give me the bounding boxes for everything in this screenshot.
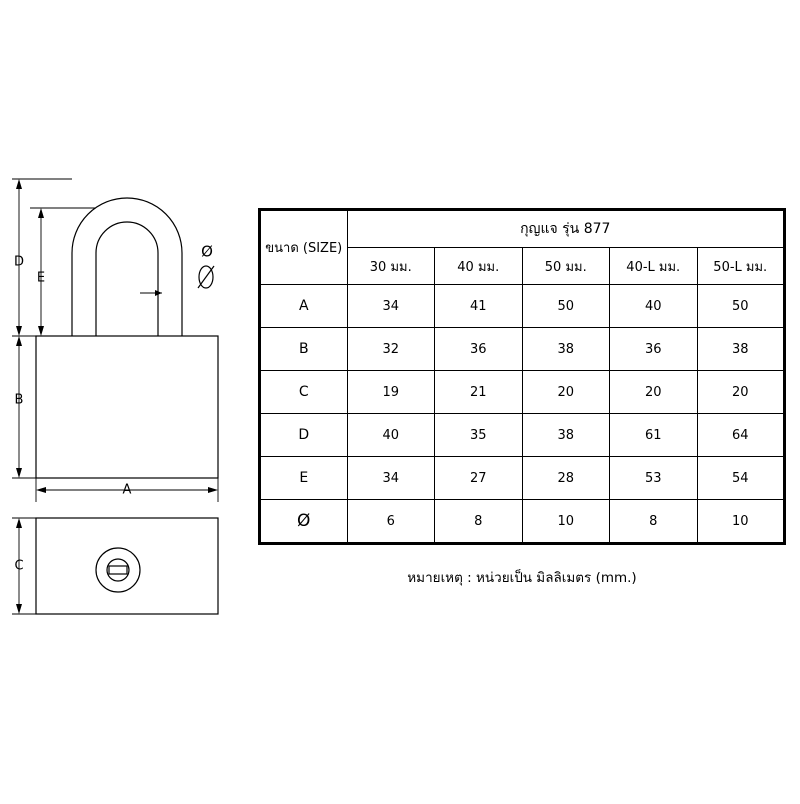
- cell-dia-40: 8: [435, 500, 523, 544]
- padlock-body-front: [36, 336, 218, 478]
- column-header-40mm: 40 มม.: [435, 248, 523, 285]
- cell-b-50: 38: [522, 328, 610, 371]
- cell-c-50l: 20: [697, 371, 785, 414]
- cell-a-30: 34: [347, 285, 435, 328]
- table-row: [260, 328, 785, 371]
- size-header-cell: ขนาด (SIZE): [260, 210, 348, 285]
- shackle-outer: [72, 198, 182, 336]
- cell-dia-40l: 8: [610, 500, 698, 544]
- dim-label-b: B: [14, 392, 24, 408]
- cell-d-40l: 61: [610, 414, 698, 457]
- cell-c-40: 21: [435, 371, 523, 414]
- cell-a-40: 41: [435, 285, 523, 328]
- table-title-cell: กุญแจ รุ่น 877: [347, 210, 785, 248]
- dim-label-e: E: [36, 270, 46, 286]
- cell-e-50: 28: [522, 457, 610, 500]
- cell-a-50: 50: [522, 285, 610, 328]
- column-header-50l-mm: 50-L มม.: [697, 248, 785, 285]
- row-label-c: C: [260, 371, 348, 414]
- cell-e-50l: 54: [697, 457, 785, 500]
- table-row: [260, 285, 785, 328]
- row-label-d: D: [260, 414, 348, 457]
- cell-c-30: 19: [347, 371, 435, 414]
- units-note: หมายเหตุ : หน่วยเป็น มิลลิเมตร (mm.): [407, 570, 637, 586]
- table-row: [260, 457, 785, 500]
- specification-table: [258, 208, 786, 545]
- table-row: [260, 500, 785, 544]
- row-label-b: B: [260, 328, 348, 371]
- cell-b-50l: 38: [697, 328, 785, 371]
- dim-label-diameter: Ø: [201, 242, 213, 261]
- keyhole-slot: [109, 566, 127, 574]
- keyhole-outer-circle: [96, 548, 140, 592]
- table-title-row: [260, 210, 785, 248]
- cell-a-50l: 50: [697, 285, 785, 328]
- cell-c-50: 20: [522, 371, 610, 414]
- column-header-30mm: 30 มม.: [347, 248, 435, 285]
- table-row: [260, 371, 785, 414]
- column-header-40l-mm: 40-L มม.: [610, 248, 698, 285]
- cell-dia-30: 6: [347, 500, 435, 544]
- specification-table-container: [258, 208, 786, 545]
- cell-e-40: 27: [435, 457, 523, 500]
- cell-dia-50: 10: [522, 500, 610, 544]
- row-label-a: A: [260, 285, 348, 328]
- padlock-dimension-drawing: [0, 0, 250, 800]
- cell-d-40: 35: [435, 414, 523, 457]
- dim-label-a: A: [122, 482, 132, 498]
- column-header-50mm: 50 มม.: [522, 248, 610, 285]
- cell-d-30: 40: [347, 414, 435, 457]
- table-row: [260, 414, 785, 457]
- cell-c-40l: 20: [610, 371, 698, 414]
- cell-d-50l: 64: [697, 414, 785, 457]
- cell-a-40l: 40: [610, 285, 698, 328]
- cell-b-40l: 36: [610, 328, 698, 371]
- dim-label-c: C: [14, 558, 24, 574]
- padlock-drawing-svg: [0, 0, 250, 800]
- cell-b-30: 32: [347, 328, 435, 371]
- cell-d-50: 38: [522, 414, 610, 457]
- cell-b-40: 36: [435, 328, 523, 371]
- shackle-inner: [96, 222, 158, 336]
- cell-e-40l: 53: [610, 457, 698, 500]
- keyhole-inner-circle: [107, 559, 129, 581]
- row-label-e: E: [260, 457, 348, 500]
- cell-dia-50l: 10: [697, 500, 785, 544]
- dim-label-d: D: [13, 254, 25, 270]
- cell-e-30: 34: [347, 457, 435, 500]
- row-label-diameter: Ø: [260, 500, 348, 544]
